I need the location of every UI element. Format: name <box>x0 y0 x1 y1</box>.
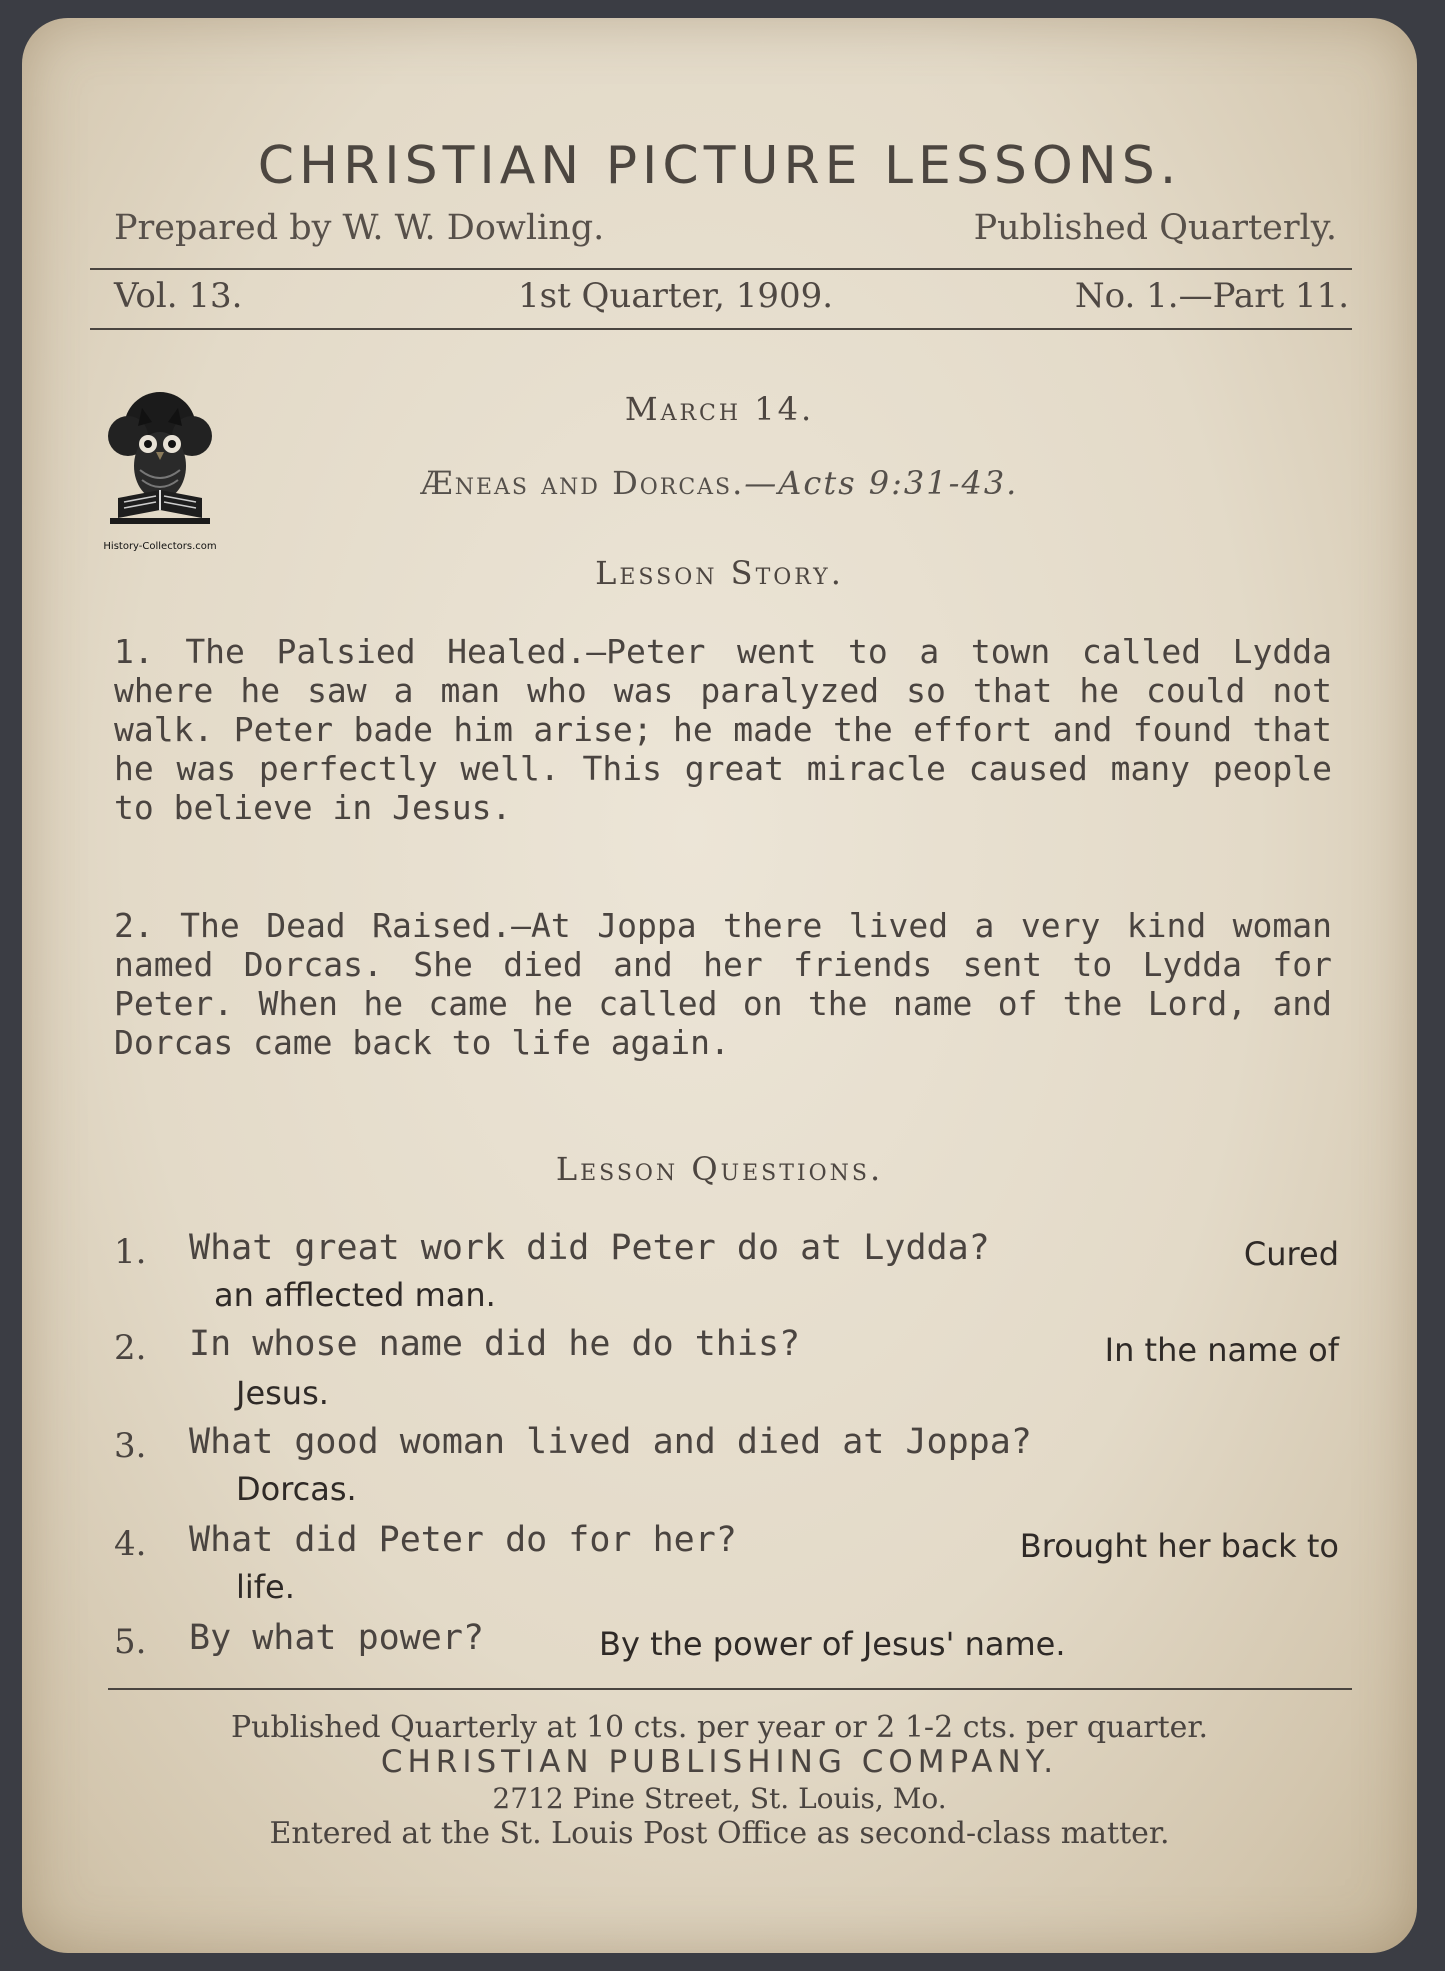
question-text: What did Peter do for her? <box>189 1520 737 1560</box>
issue-number: No. 1.—Part 11. <box>1074 276 1349 316</box>
lesson-title-main: Æneas and Dorcas. <box>420 464 745 502</box>
header-rule-bottom <box>90 328 1352 330</box>
footer-subscription: Published Quarterly at 10 cts. per year or 2 1-2 cts. per quarter. <box>230 1710 1208 1745</box>
question-text: By what power? <box>189 1618 485 1658</box>
header-rule-top <box>90 268 1352 270</box>
prepared-by: Prepared by W. W. Dowling. <box>114 208 605 248</box>
story-paragraph-1: 1. The Palsied Healed.—Peter went to a town called Lydda where he saw a man who was paralyzed so that he could not walk. Peter bade him arise; he made the effort and found that he was perfectly well. This great miracle caused many people to believe in Jesus. <box>114 632 1332 827</box>
lesson-title <box>22 464 1417 502</box>
question-number-2: 2. <box>114 1328 147 1368</box>
footer-postal-notice: Entered at the St. Louis Post Office as second-class matter. <box>269 1816 1170 1851</box>
volume-label: Vol. 13. <box>114 276 243 316</box>
footer-address: 2712 Pine Street, St. Louis, Mo. <box>492 1782 947 1815</box>
question-number-1: 1. <box>114 1232 147 1272</box>
question-text: In whose name did he do this? <box>189 1324 801 1364</box>
answer-1: an afflected man. <box>214 1276 496 1314</box>
question-3 <box>189 1422 1339 1462</box>
lesson-card <box>22 18 1417 1953</box>
publication-title: CHRISTIAN PICTURE LESSONS. <box>257 136 1182 196</box>
lesson-questions-heading: Lesson Questions. <box>555 1150 884 1188</box>
question-2 <box>189 1324 1339 1369</box>
question-number-5: 5. <box>114 1622 147 1662</box>
answer-5: By the power of Jesus' name. <box>599 1625 1066 1663</box>
question-number-3: 3. <box>114 1426 147 1466</box>
story-paragraph-2: 2. The Dead Raised.—At Joppa there lived a very kind woman named Dorcas. She died and her friends sent to Lydda for Peter. When he came he called on the name of the Lord, and Dorcas came back to life again. <box>114 906 1332 1062</box>
quarter-label: 1st Quarter, 1909. <box>518 276 834 316</box>
scripture-reference: —Acts 9:31-43. <box>744 464 1019 502</box>
question-number-4: 4. <box>114 1524 147 1564</box>
publication-frequency: Published Quarterly. <box>973 208 1337 248</box>
footer-rule <box>108 1688 1352 1690</box>
answer-2: Jesus. <box>236 1374 329 1412</box>
question-5 <box>189 1618 1339 1663</box>
answer-3: Dorcas. <box>236 1470 357 1508</box>
answer-part-1: Cured <box>1243 1235 1339 1273</box>
answer-4: life. <box>236 1568 295 1606</box>
logo-text: History-Collectors.com <box>103 541 217 552</box>
question-4 <box>189 1520 1339 1565</box>
question-text: What great work did Peter do at Lydda? <box>189 1228 990 1268</box>
answer-part-1: Brought her back to <box>1019 1527 1339 1565</box>
answer-part-1: In the name of <box>1104 1331 1339 1369</box>
lesson-date: March 14. <box>624 390 815 428</box>
question-1 <box>189 1228 1339 1273</box>
question-text: What good woman lived and died at Joppa? <box>189 1422 1032 1462</box>
lesson-story-heading: Lesson Story. <box>595 554 844 592</box>
footer-publisher: CHRISTIAN PUBLISHING COMPANY. <box>380 1744 1059 1780</box>
